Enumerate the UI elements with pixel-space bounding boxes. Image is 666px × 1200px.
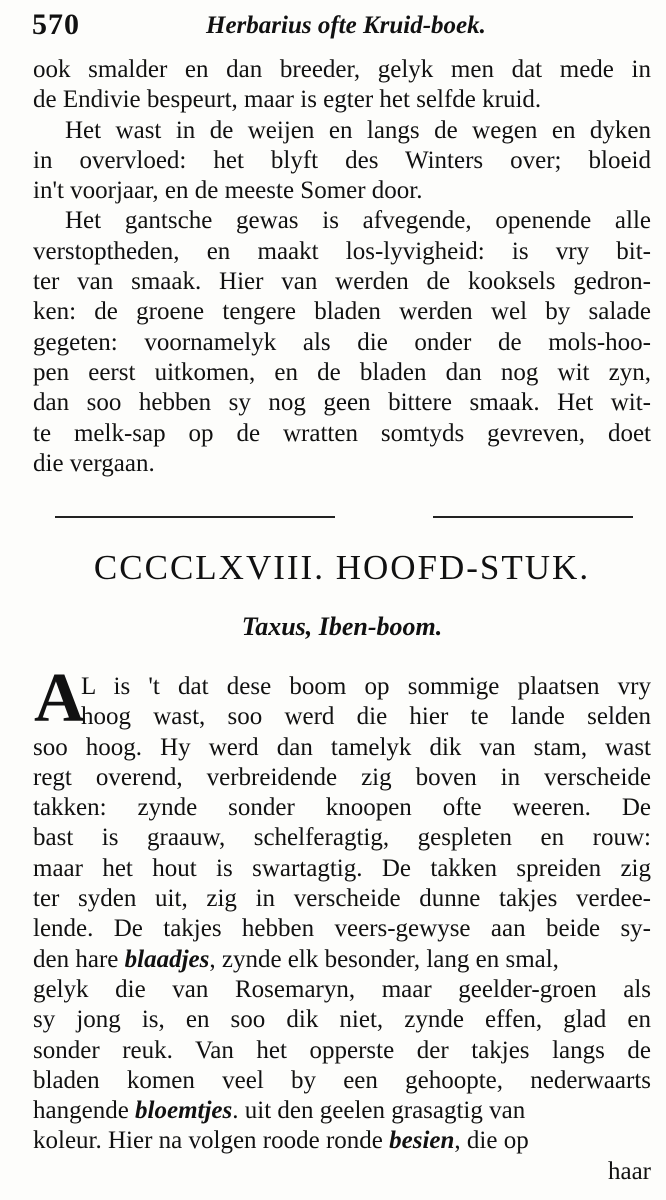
chapter-title: CCCCLXVIII. HOOFD-STUK. <box>93 548 591 587</box>
text-run: den hare <box>33 945 119 973</box>
divider-bar-right <box>433 516 633 518</box>
running-title: Herbarius ofte Kruid-boek. <box>206 12 486 39</box>
emphasis-run: besien <box>389 1127 455 1155</box>
text-line: L is 't dat dese boom op sommige plaatsen vry <box>81 673 651 700</box>
text-line: dan soo hebben sy nog geen bittere smaak. Het wit- <box>33 389 651 417</box>
text-line: Het gantsche gewas is afvegende, openende alle <box>65 207 651 235</box>
text-line: sonder reuk. Van het opperste der takjes langs de <box>33 1036 651 1064</box>
text-line: gegeten: voornamelyk als die onder de mols-hoo- <box>33 328 651 356</box>
text-line: verstoptheden, en maakt los-lyvigheid: is vry bit- <box>33 237 651 265</box>
text-run: , zynde elk besonder, lang en smal, <box>209 945 559 973</box>
text-line: in overvloed: het blyft des Winters over; bloeid <box>33 146 651 174</box>
text-line: hoog wast, soo werd die hier te lande selden <box>81 703 651 731</box>
chapter-subtitle: Taxus, Iben-boom. <box>241 612 443 641</box>
text-line: soo hoog. Hy werd dan tamelyk dik van stam, wast <box>33 733 651 761</box>
running-head <box>32 6 642 46</box>
emphasis-run: bloemtjes <box>135 1097 233 1125</box>
text-run: . uit den geelen grasagtig van <box>232 1097 526 1125</box>
page-number: 570 <box>32 8 80 41</box>
text-line: regt overend, verbreidende zig boven in verscheide <box>33 763 651 791</box>
text-line: ter van smaak. Hier van werden de kooksels gedron- <box>33 268 651 296</box>
text-line: ken: de groene tengere bladen werden wel by salade <box>33 298 651 326</box>
section-divider <box>33 513 651 521</box>
text-line: takken: zynde sonder knoopen ofte weeren. De <box>33 794 651 822</box>
catchword: haar <box>607 1157 651 1185</box>
text-line: bladen komen veel by een gehoopte, nederwaarts <box>33 1066 651 1094</box>
paragraph-block-2 <box>33 672 651 1187</box>
text-run: hangende <box>33 1097 129 1125</box>
divider-bar-left <box>55 516 335 518</box>
text-line <box>33 1126 651 1156</box>
text-line: de Endivie bespeurt, maar is egter het selfde kruid. <box>33 86 542 114</box>
text-line: maar het hout is swartagtig. De takken spreiden zig <box>33 854 651 882</box>
paragraph-block-1 <box>33 55 651 479</box>
text-line: die vergaan. <box>33 449 155 477</box>
emphasis-run: blaadjes <box>124 945 210 973</box>
text-line: te melk-sap op de wratten somtyds gevreven, doet <box>33 419 651 447</box>
text-line: bast is graauw, schelferagtig, gespleten en rouw: <box>33 824 651 852</box>
text-line <box>33 1096 651 1126</box>
text-line: ter syden uit, zig in verscheide dunne takjes verdee- <box>33 885 651 913</box>
text-line: Het wast in de weijen en langs de wegen en dyken <box>65 116 651 144</box>
text-line: lende. De takjes hebben veers-gewyse aan beide sy- <box>33 915 651 943</box>
text-run: , die op <box>454 1127 529 1155</box>
drop-cap: A <box>34 660 85 737</box>
text-run: koleur. Hier na volgen roode ronde <box>33 1127 383 1155</box>
text-line: in't voorjaar, en de meeste Somer door. <box>33 177 423 205</box>
text-line: gelyk die van Rosemaryn, maar geelder-groen als <box>33 975 651 1003</box>
text-line: pen eerst uitkomen, en de bladen dan nog wit zyn, <box>33 358 651 386</box>
text-line <box>33 945 651 975</box>
text-line: ook smalder en dan breeder, gelyk men dat mede in <box>33 56 651 83</box>
text-line: sy jong is, en soo dik niet, zynde effen, glad en <box>33 1006 651 1034</box>
